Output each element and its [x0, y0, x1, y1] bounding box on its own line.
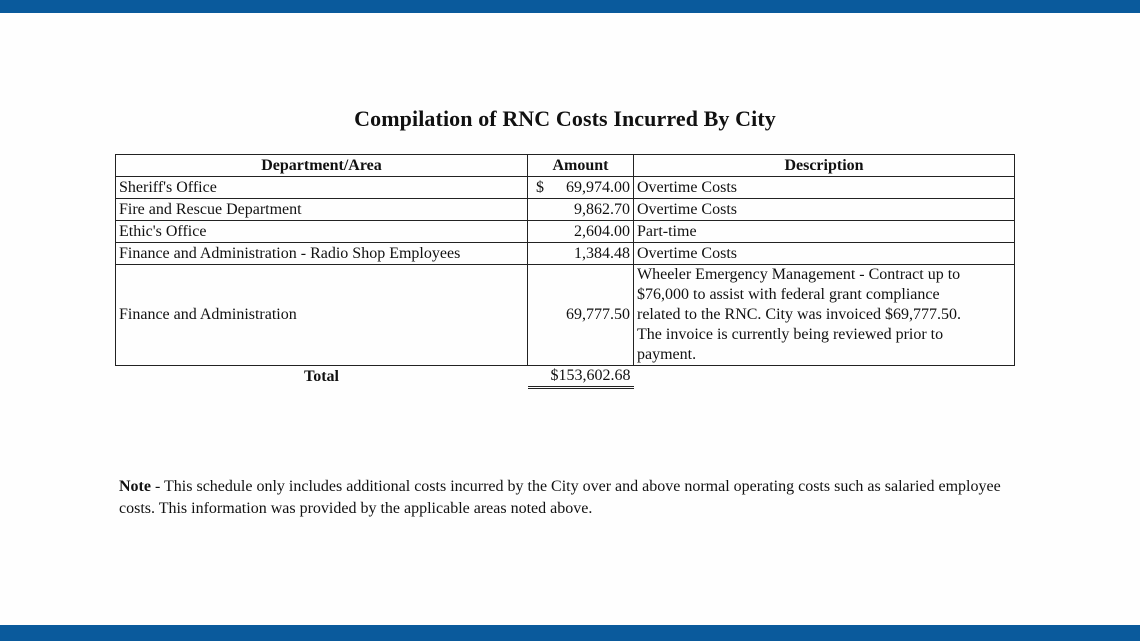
row-description	[634, 265, 1015, 366]
total-label: Total	[304, 367, 339, 385]
row-amount: 1,384.48	[528, 243, 634, 265]
description-line: $76,000 to assist with federal grant compliance	[637, 286, 940, 303]
row-amount: 9,862.70	[528, 199, 634, 221]
row-department: Fire and Rescue Department	[116, 199, 528, 221]
description-line: related to the RNC. City was invoiced $69,777.50.	[637, 306, 961, 323]
table-row	[116, 177, 1015, 199]
table-row	[116, 243, 1015, 265]
page-title: Compilation of RNC Costs Incurred By City	[354, 106, 776, 131]
header-description: Description	[634, 155, 1015, 177]
row-department: Ethic's Office	[116, 221, 528, 243]
row-department: Finance and Administration - Radio Shop Employees	[116, 243, 528, 265]
row-amount: 69,777.50	[528, 265, 634, 366]
header-amount: Amount	[528, 155, 634, 177]
amount-value: 69,974.00	[566, 178, 630, 196]
row-amount	[528, 177, 634, 199]
top-accent-bar	[0, 0, 1140, 13]
note-text: - This schedule only includes additional costs incurred by the City over and above normal operating costs such as salaried employee costs. This information was provided by the applicable areas noted above.	[119, 478, 1001, 517]
description-line: Wheeler Emergency Management - Contract up to	[637, 266, 961, 283]
row-amount: 2,604.00	[528, 221, 634, 243]
table-row	[116, 221, 1015, 243]
currency-symbol: $	[536, 178, 544, 196]
row-description: Part-time	[634, 221, 1015, 243]
row-description: Overtime Costs	[634, 243, 1015, 265]
bottom-accent-bar	[0, 625, 1140, 641]
table-header-row	[116, 155, 1015, 177]
description-line: The invoice is currently being reviewed prior to	[637, 326, 944, 343]
row-description: Overtime Costs	[634, 199, 1015, 221]
footnote	[119, 476, 1019, 520]
table-row	[116, 199, 1015, 221]
total-spacer	[634, 366, 1015, 388]
costs-table	[115, 154, 1015, 389]
description-line: payment.	[637, 346, 697, 363]
row-description: Overtime Costs	[634, 177, 1015, 199]
total-row	[116, 366, 1015, 388]
total-amount: $153,602.68	[528, 366, 634, 388]
table-row	[116, 265, 1015, 366]
row-department: Finance and Administration	[116, 265, 528, 366]
note-label: Note	[119, 478, 151, 495]
row-department: Sheriff's Office	[116, 177, 528, 199]
header-department: Department/Area	[116, 155, 528, 177]
